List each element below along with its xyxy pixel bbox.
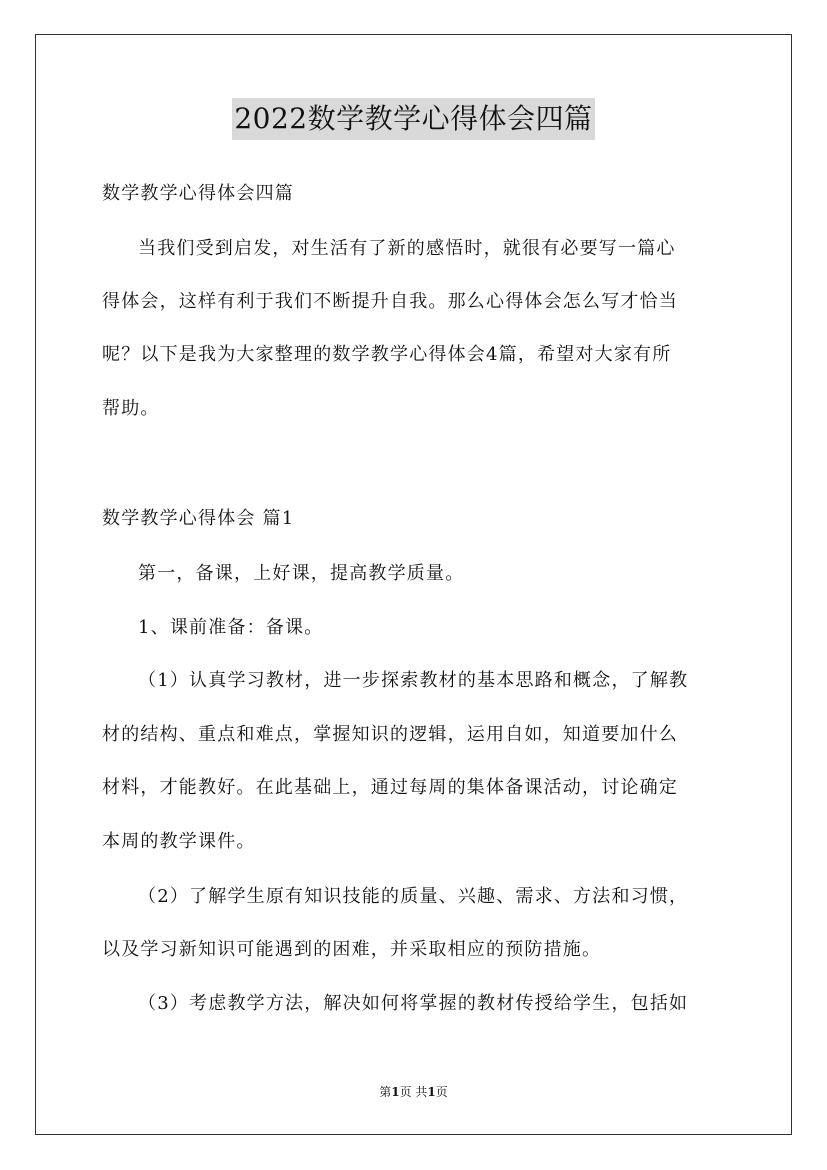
body-line-2: 1、课前准备：备课。: [138, 617, 324, 638]
document-subtitle: 数学教学心得体会四篇: [102, 183, 294, 204]
title-container: [0, 98, 827, 140]
footer-mid: 页 共: [399, 1085, 428, 1099]
footer-suffix: 页: [435, 1085, 448, 1099]
document-title: 2022数学教学心得体会四篇: [232, 98, 594, 140]
body-line-3: （1）认真学习教材，进一步探索教材的基本思路和概念，了解教: [138, 670, 689, 691]
intro-line-3: 呢？以下是我为大家整理的数学教学心得体会4篇，希望对大家有所: [102, 344, 672, 365]
intro-line-4: 帮助。: [102, 398, 160, 419]
section-heading: 数学教学心得体会 篇1: [102, 508, 295, 529]
body-line-7: （2）了解学生原有知识技能的质量、兴趣、需求、方法和习惯，: [138, 886, 689, 907]
body-line-9: （3）考虑教学方法，解决如何将掌握的教材传授给学生，包括如: [138, 993, 689, 1014]
intro-line-1: 当我们受到启发，对生活有了新的感悟时，就很有必要写一篇心: [138, 238, 676, 259]
intro-line-2: 得体会，这样有利于我们不断提升自我。那么心得体会怎么写才恰当: [102, 291, 678, 312]
body-line-4: 材的结构、重点和难点，掌握知识的逻辑，运用自如，知道要加什么: [102, 724, 678, 745]
footer-page-number: 1: [391, 1085, 400, 1099]
body-line-5: 材料，才能教好。在此基础上，通过每周的集体备课活动，讨论确定: [102, 777, 678, 798]
footer-prefix: 第: [379, 1085, 392, 1099]
page-footer: [0, 1084, 827, 1100]
body-line-1: 第一，备课，上好课，提高教学质量。: [138, 563, 465, 584]
footer-total-pages: 1: [427, 1085, 436, 1099]
body-line-6: 本周的教学课件。: [102, 831, 256, 852]
body-line-8: 以及学习新知识可能遇到的困难，并采取相应的预防措施。: [102, 939, 602, 960]
